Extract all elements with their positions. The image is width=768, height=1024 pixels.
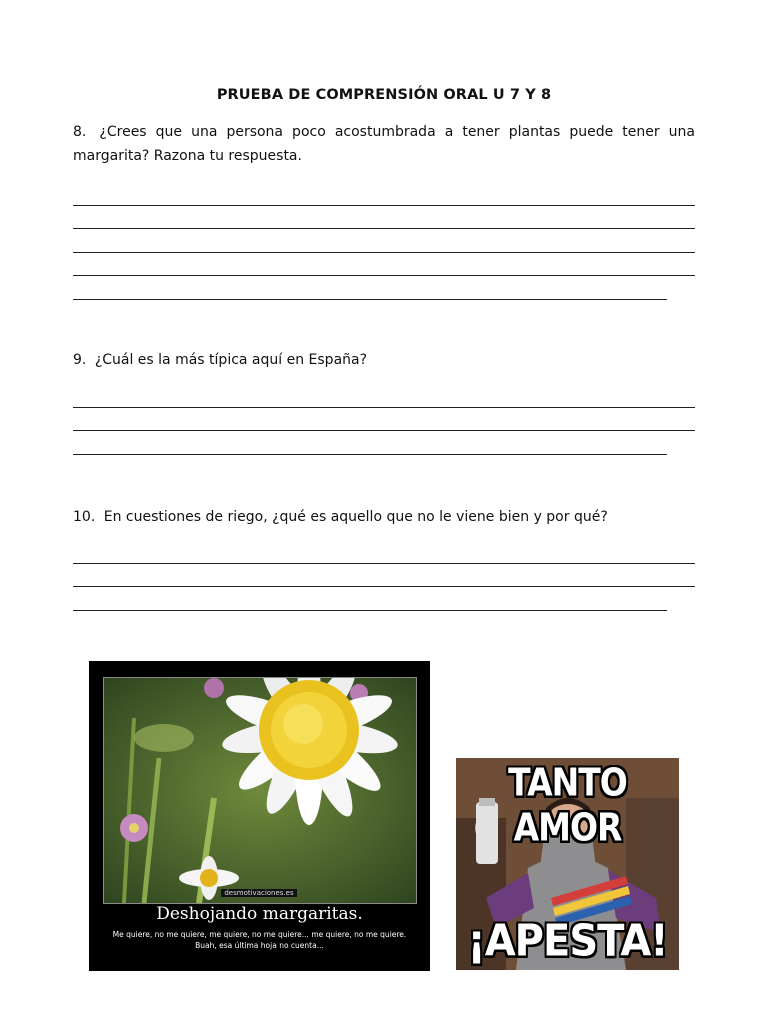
answer-line[interactable]: [73, 564, 695, 588]
answer-line[interactable]: [73, 408, 695, 432]
question-text: ¿Cuál es la más típica aquí en España?: [94, 352, 368, 368]
answer-lines-10[interactable]: [73, 540, 695, 611]
meme-top-text: TANTO AMOR: [508, 760, 627, 850]
answer-line[interactable]: [73, 276, 667, 300]
answer-line[interactable]: [73, 587, 667, 611]
poster-site-label: desmotivaciones.es: [103, 889, 415, 897]
question-text: En cuestiones de riego, ¿qué es aquello que no le viene bien y por qué?: [103, 509, 608, 525]
answer-line[interactable]: [73, 206, 695, 230]
answer-line[interactable]: [73, 253, 695, 277]
question-9: [73, 348, 695, 372]
poster-caption: [109, 929, 410, 951]
question-8: [73, 120, 695, 168]
daisy-poster-image: [89, 661, 430, 971]
answer-lines-9[interactable]: [73, 384, 695, 455]
daisy-photo: [103, 677, 417, 904]
poster-caption-line: Buah, esa última hoja no cuenta...: [195, 941, 324, 950]
poster-title: Deshojando margaritas.: [156, 904, 363, 924]
question-number: 9.: [73, 352, 87, 368]
answer-line[interactable]: [73, 182, 695, 206]
question-number: 8.: [73, 124, 87, 140]
answer-line[interactable]: [73, 384, 695, 408]
question-text: ¿Crees que una persona poco acostumbrada a tener plantas puede tener una margarita? Razona tu respuesta.: [73, 124, 695, 164]
answer-line[interactable]: [73, 540, 695, 564]
question-number: 10.: [73, 509, 96, 525]
answer-lines-8[interactable]: [73, 182, 695, 300]
question-10: [73, 505, 695, 529]
answer-line[interactable]: [73, 431, 667, 455]
answer-line[interactable]: [73, 229, 695, 253]
meme-bottom-text: ¡APESTA!: [467, 916, 668, 967]
poster-caption-line: Me quiere, no me quiere, me quiere, no me quiere... me quiere, no me quiere.: [112, 930, 407, 939]
meme-image: [456, 758, 679, 970]
page-title: PRUEBA DE COMPRENSIÓN ORAL U 7 Y 8: [216, 87, 552, 103]
